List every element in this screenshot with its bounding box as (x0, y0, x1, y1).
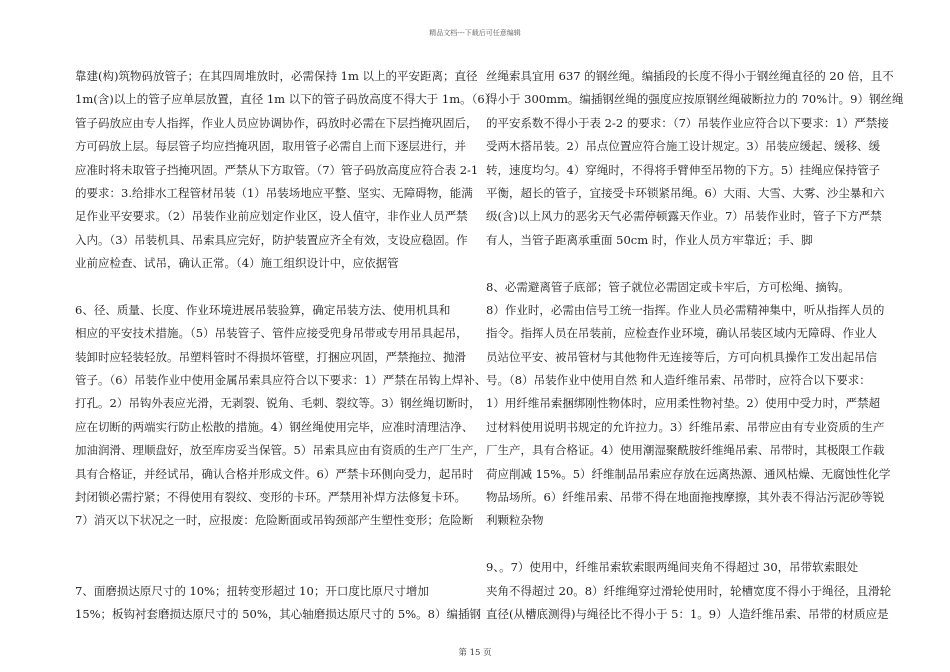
text-line: 过材料使用说明书规定的允许拉力。3）纤维吊索、吊带应由有专业资质的生产 (486, 419, 885, 434)
text-line: 具有合格证，并经试吊，确认合格并形成文件。6）严禁卡环侧向受力，起吊时 (75, 466, 474, 481)
text-line: 加油润滑、理顺盘好，放至库房妥当保管。5）吊索具应由有资质的生产厂生产， (75, 443, 485, 458)
text-line: 靠建(构)筑物码放管子；在其四周堆放时，必需保持 1m 以上的平安距离；直径 (75, 69, 478, 83)
text-line: 应准时将未取管子挡掩巩固。严禁从下方取管。（7）管子码放高度应符合表 2-1 (75, 162, 479, 177)
text-line: 入内。（3）吊装机具、吊索具应完好，防护装置应齐全有效，支设应稳固。作 (75, 232, 468, 247)
text-line: 1m(含)以上的管子应单层放置，直径 1m 以下的管子码放高度不得大于 1m。（6） (75, 92, 497, 107)
text-line: 相应的平安技术措施。（5）吊装管子、管件应接受兜身吊带或专用吊具起吊， (75, 326, 468, 341)
paragraph-gap (75, 276, 467, 299)
paragraph-gap (75, 556, 467, 579)
text-line: 厂生产，具有合格证。4）使用潮湿聚酰胺纤维绳吊索、吊带时，其极限工作载 (486, 443, 885, 458)
text-line: 号。（8）吊装作业中使用自然 和人造纤维吊索、吊带时，应符合以下要求： (486, 373, 871, 388)
text-line: 管子码放应由专人指挥，作业人员应协调协作，码放时必需在下层挡掩巩固后， (75, 115, 478, 130)
paragraph-gap (75, 533, 467, 556)
paragraph-gap (486, 533, 878, 556)
text-line: 夹角不得超过 20。8）纤维绳穿过滑轮使用时，轮槽宽度不得小于绳径，且滑轮 (486, 583, 892, 598)
text-line: 装卸时应轻装轻放。吊塑料管时不得损坏管壁，打捆应巩固，严禁拖拉、抛滑 (75, 349, 466, 364)
text-line: 有人，当管子距离承重面 50cm 时，作业人员方牢靠近；手、脚 (486, 232, 813, 247)
text-line: 指令。指挥人员在吊装前，应检查作业环境，确认吊装区域内无障碍、作业人 (486, 326, 877, 341)
paragraph-block (75, 65, 497, 276)
text-line: 受两木搭吊装。2）吊点位置应符合施工设计规定。3）吊装应缓起、缓移、缓 (486, 139, 881, 154)
text-line: 7）消灭以下状况之一时，应报废：危险断面或吊钩颈部产生塑性变形；危险断 (75, 513, 474, 528)
text-line: 应在切断的两端实行防止松散的措施。4）钢丝绳使用完毕，应准时清理洁净、 (75, 419, 474, 434)
text-line: 8）作业时，必需由信号工统一指挥。作业人员必需精神集中，听从指挥人员的 (486, 302, 885, 317)
text-line: 直径(从槽底测得)与绳径比不得小于 5：1。9）人造纤维吊索、吊带的材质应是 (486, 606, 889, 621)
text-line: 7、面磨损达原尺寸的 10%；扭转变形超过 10；开口度比原尺寸增加 (75, 583, 429, 598)
text-line: 丝绳索具宜用 637 的钢丝绳。编插段的长度不得小于钢丝绳直径的 20 倍，且不 (486, 69, 894, 83)
text-line: 封闭锁必需拧紧；不得使用有裂纹、变形的卡环。严禁用补焊方法修复卡环。 (75, 490, 466, 505)
text-line: 足作业平安要求。（2）吊装作业前应划定作业区，设人值守，非作业人员严禁 (75, 209, 468, 224)
text-line: 的要求：3.给排水工程管材吊装（1）吊装场地应平整、坚实、无障碍物，能满 (75, 185, 473, 200)
text-line: 方可码放上层。每层管子均应挡掩巩固，取用管子必需自上而下逐层进行，并 (75, 139, 466, 154)
paragraph-gap (486, 252, 878, 275)
text-line: 6、径、质量、长度、作业环境进展吊装验算，确定吊装方法、使用机具和 (75, 302, 451, 317)
text-line: 的平安系数不得小于表 2-2 的要求：（7）吊装作业应符合以下要求：1）严禁接 (486, 115, 889, 130)
page-number: 第 15 页 (458, 648, 492, 658)
text-line: 平衡，超长的管子，宜接受卡环锁紧吊绳。6）大雨、大雪、大雾、沙尘暴和六 (486, 185, 885, 200)
text-line: 管子。（6）吊装作业中使用金属吊索具应符合以下要求：1）严禁在吊钩上焊补、 (75, 373, 487, 388)
paragraph-block (75, 580, 481, 627)
left-column (75, 65, 497, 626)
page-header: 精品文档---下载后可任意编辑 (429, 29, 521, 37)
paragraph-block (486, 556, 892, 626)
text-line: 员站位平安、被吊管材与其他物件无连接等后，方可向机具操作工发出起吊信 (486, 349, 877, 364)
text-line: 打孔。2）吊钩外表应光滑，无剥裂、锐角、毛刺、裂纹等。3）钢丝绳切断时， (75, 396, 481, 411)
text-line: 9、。7）使用中，纤维吊索软索眼两绳间夹角不得超过 30，吊带软索眼处 (486, 560, 859, 575)
paragraph-block (75, 299, 487, 533)
text-line: 荷应削减 15%。5）纤维制品吊索应存放在远离热源、通风枯燥、无腐蚀性化学 (486, 466, 891, 481)
text-line: 1）用纤维吊索捆绑刚性物体时，应用柔性物衬垫。2）使用中受力时，严禁超 (486, 396, 881, 411)
text-line: 利颗粒杂物 (486, 513, 544, 528)
text-line: 转，速度均匀。4）穿绳时，不得将手臂伸至吊物的下方。5）挂绳应保持管子 (486, 162, 881, 177)
right-column (486, 65, 904, 626)
text-line: 级(含)以上风力的恶劣天气必需停顿露天作业。7）吊装作业时，管子下方严禁 (486, 209, 882, 224)
paragraph-block (486, 276, 891, 533)
text-line: 得小于 300mm。编插钢丝绳的强度应按原钢丝绳破断拉力的 70%计。9）钢丝绳 (486, 92, 904, 107)
paragraph-block (486, 65, 904, 252)
text-line: 业前应检查、试吊，确认正常。（4）施工组织设计中，应依据管 (75, 256, 399, 271)
text-line: 15%；板钩衬套磨损达原尺寸的 50%，其心轴磨损达原尺寸的 5%。8）编插钢 (75, 606, 481, 621)
text-line: 物品场所。6）纤维吊索、吊带不得在地面拖拽摩擦，其外表不得沾污泥砂等锐 (486, 490, 885, 505)
text-line: 8、必需避离管子底部；管子就位必需固定或卡牢后，方可松绳、摘钩。 (486, 279, 850, 294)
